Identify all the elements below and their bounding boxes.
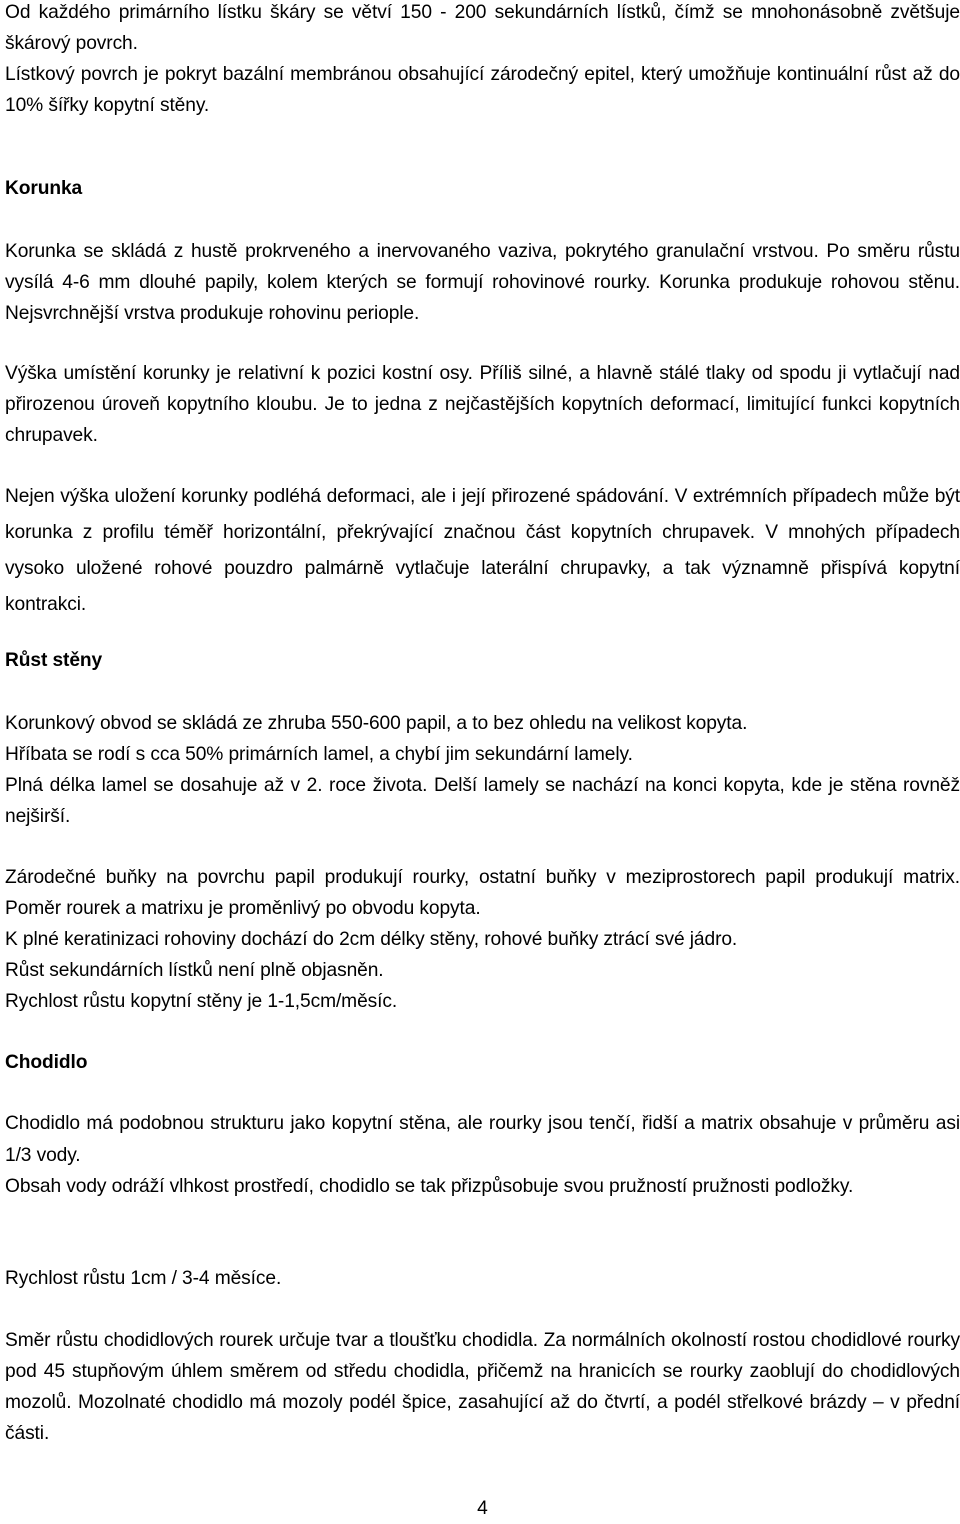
rust-text-1c: Plná délka lamel se dosahuje až v 2. roce života. Delší lamely se nachází na konci kopyta, kde je stěna rovněž nejširší.	[5, 775, 960, 827]
document-page	[5, 0, 960, 1519]
chodidlo-paragraph-3: Směr růstu chodidlových rourek určuje tvar a tloušťku chodidla. Za normálních okolností rostou chodidlové rourky pod 45 stupňovým úhlem směrem od středu chodidla, přičemž na hranicích se rourky zaoblují do chodidlových mozolů. Mozolnaté chodidlo má mozoly podél špice, zasahující až do čtvrtí, a podél střelkové brázdy – v přední části.	[5, 1330, 960, 1444]
intro-text-2: Lístkový povrch je pokryt bazální membránou obsahující zárodečný epitel, který umožňuje kontinuální růst až do 10% šířky kopytní stěny.	[5, 64, 960, 116]
rust-text-2b: K plné keratinizaci rohoviny dochází do 2cm délky stěny, rohové buňky ztrácí své jádro.	[5, 929, 738, 950]
rust-text-1a: Korunkový obvod se skládá ze zhruba 550-600 papil, a to bez ohledu na velikost kopyta.	[5, 713, 748, 734]
rust-text-1b: Hříbata se rodí s cca 50% primárních lamel, a chybí jim sekundární lamely.	[5, 744, 633, 765]
page-number: 4	[477, 1498, 488, 1519]
rust-text-2c: Růst sekundárních lístků není plně objasněn.	[5, 960, 384, 981]
rust-text-2a: Zárodečné buňky na povrchu papil produkují rourky, ostatní buňky v meziprostorech papil produkují matrix. Poměr rourek a matrixu je proměnlivý po obvodu kopyta.	[5, 867, 960, 919]
rust-text-2d: Rychlost růstu kopytní stěny je 1-1,5cm/měsíc.	[5, 991, 398, 1012]
intro-text-1: Od každého primárního lístku škáry se větví 150 - 200 sekundárních lístků, čímž se mnohonásobně zvětšuje škárový povrch.	[5, 2, 960, 54]
korunka-paragraph-1: Korunka se skládá z hustě prokrveného a inervovaného vaziva, pokrytého granulační vrstvou. Po směru růstu vysílá 4-6 mm dlouhé papily, kolem kterých se formují rohovinové rourky. Korunka produkuje rohovou stěnu. Nejsvrchnější vrstva produkuje rohovinu periople.	[5, 241, 960, 324]
chodidlo-paragraph-1	[5, 1108, 960, 1203]
section-heading-chodidlo: Chodidlo	[5, 1052, 88, 1073]
chodidlo-paragraph-2: Rychlost růstu 1cm / 3-4 měsíce.	[5, 1268, 282, 1289]
rust-paragraph-2	[5, 862, 960, 1017]
korunka-paragraph-2: Výška umístění korunky je relativní k pozici kostní osy. Příliš silné, a hlavně stálé tlaky od spodu ji vytlačují nad přirozenou úroveň kopytního kloubu. Je to jedna z nejčastějších kopytních deformací, limitující funkci kopytních chrupavek.	[5, 363, 960, 446]
chodidlo-text-1b: Obsah vody odráží vlhkost prostředí, chodidlo se tak přizpůsobuje svou pružností pružnosti podložky.	[5, 1176, 854, 1197]
chodidlo-text-1a: Chodidlo má podobnou strukturu jako kopytní stěna, ale rourky jsou tenčí, řidší a matrix obsahuje v průměru asi 1/3 vody.	[5, 1113, 960, 1166]
intro-paragraph-1	[5, 0, 960, 121]
rust-paragraph-1	[5, 708, 960, 832]
section-heading-korunka: Korunka	[5, 178, 83, 199]
section-heading-rust-steny: Růst stěny	[5, 650, 103, 671]
korunka-paragraph-3: Nejen výška uložení korunky podléhá deformaci, ale i její přirozené spádování. V extrémních případech může být korunka z profilu téměř horizontální, překrývající značnou část kopytních chrupavek. V mnohých případech vysoko uložené rohové pouzdro palmárně vytlačuje laterální chrupavky, a tak významně přispívá kopytní kontrakci.	[5, 486, 960, 615]
